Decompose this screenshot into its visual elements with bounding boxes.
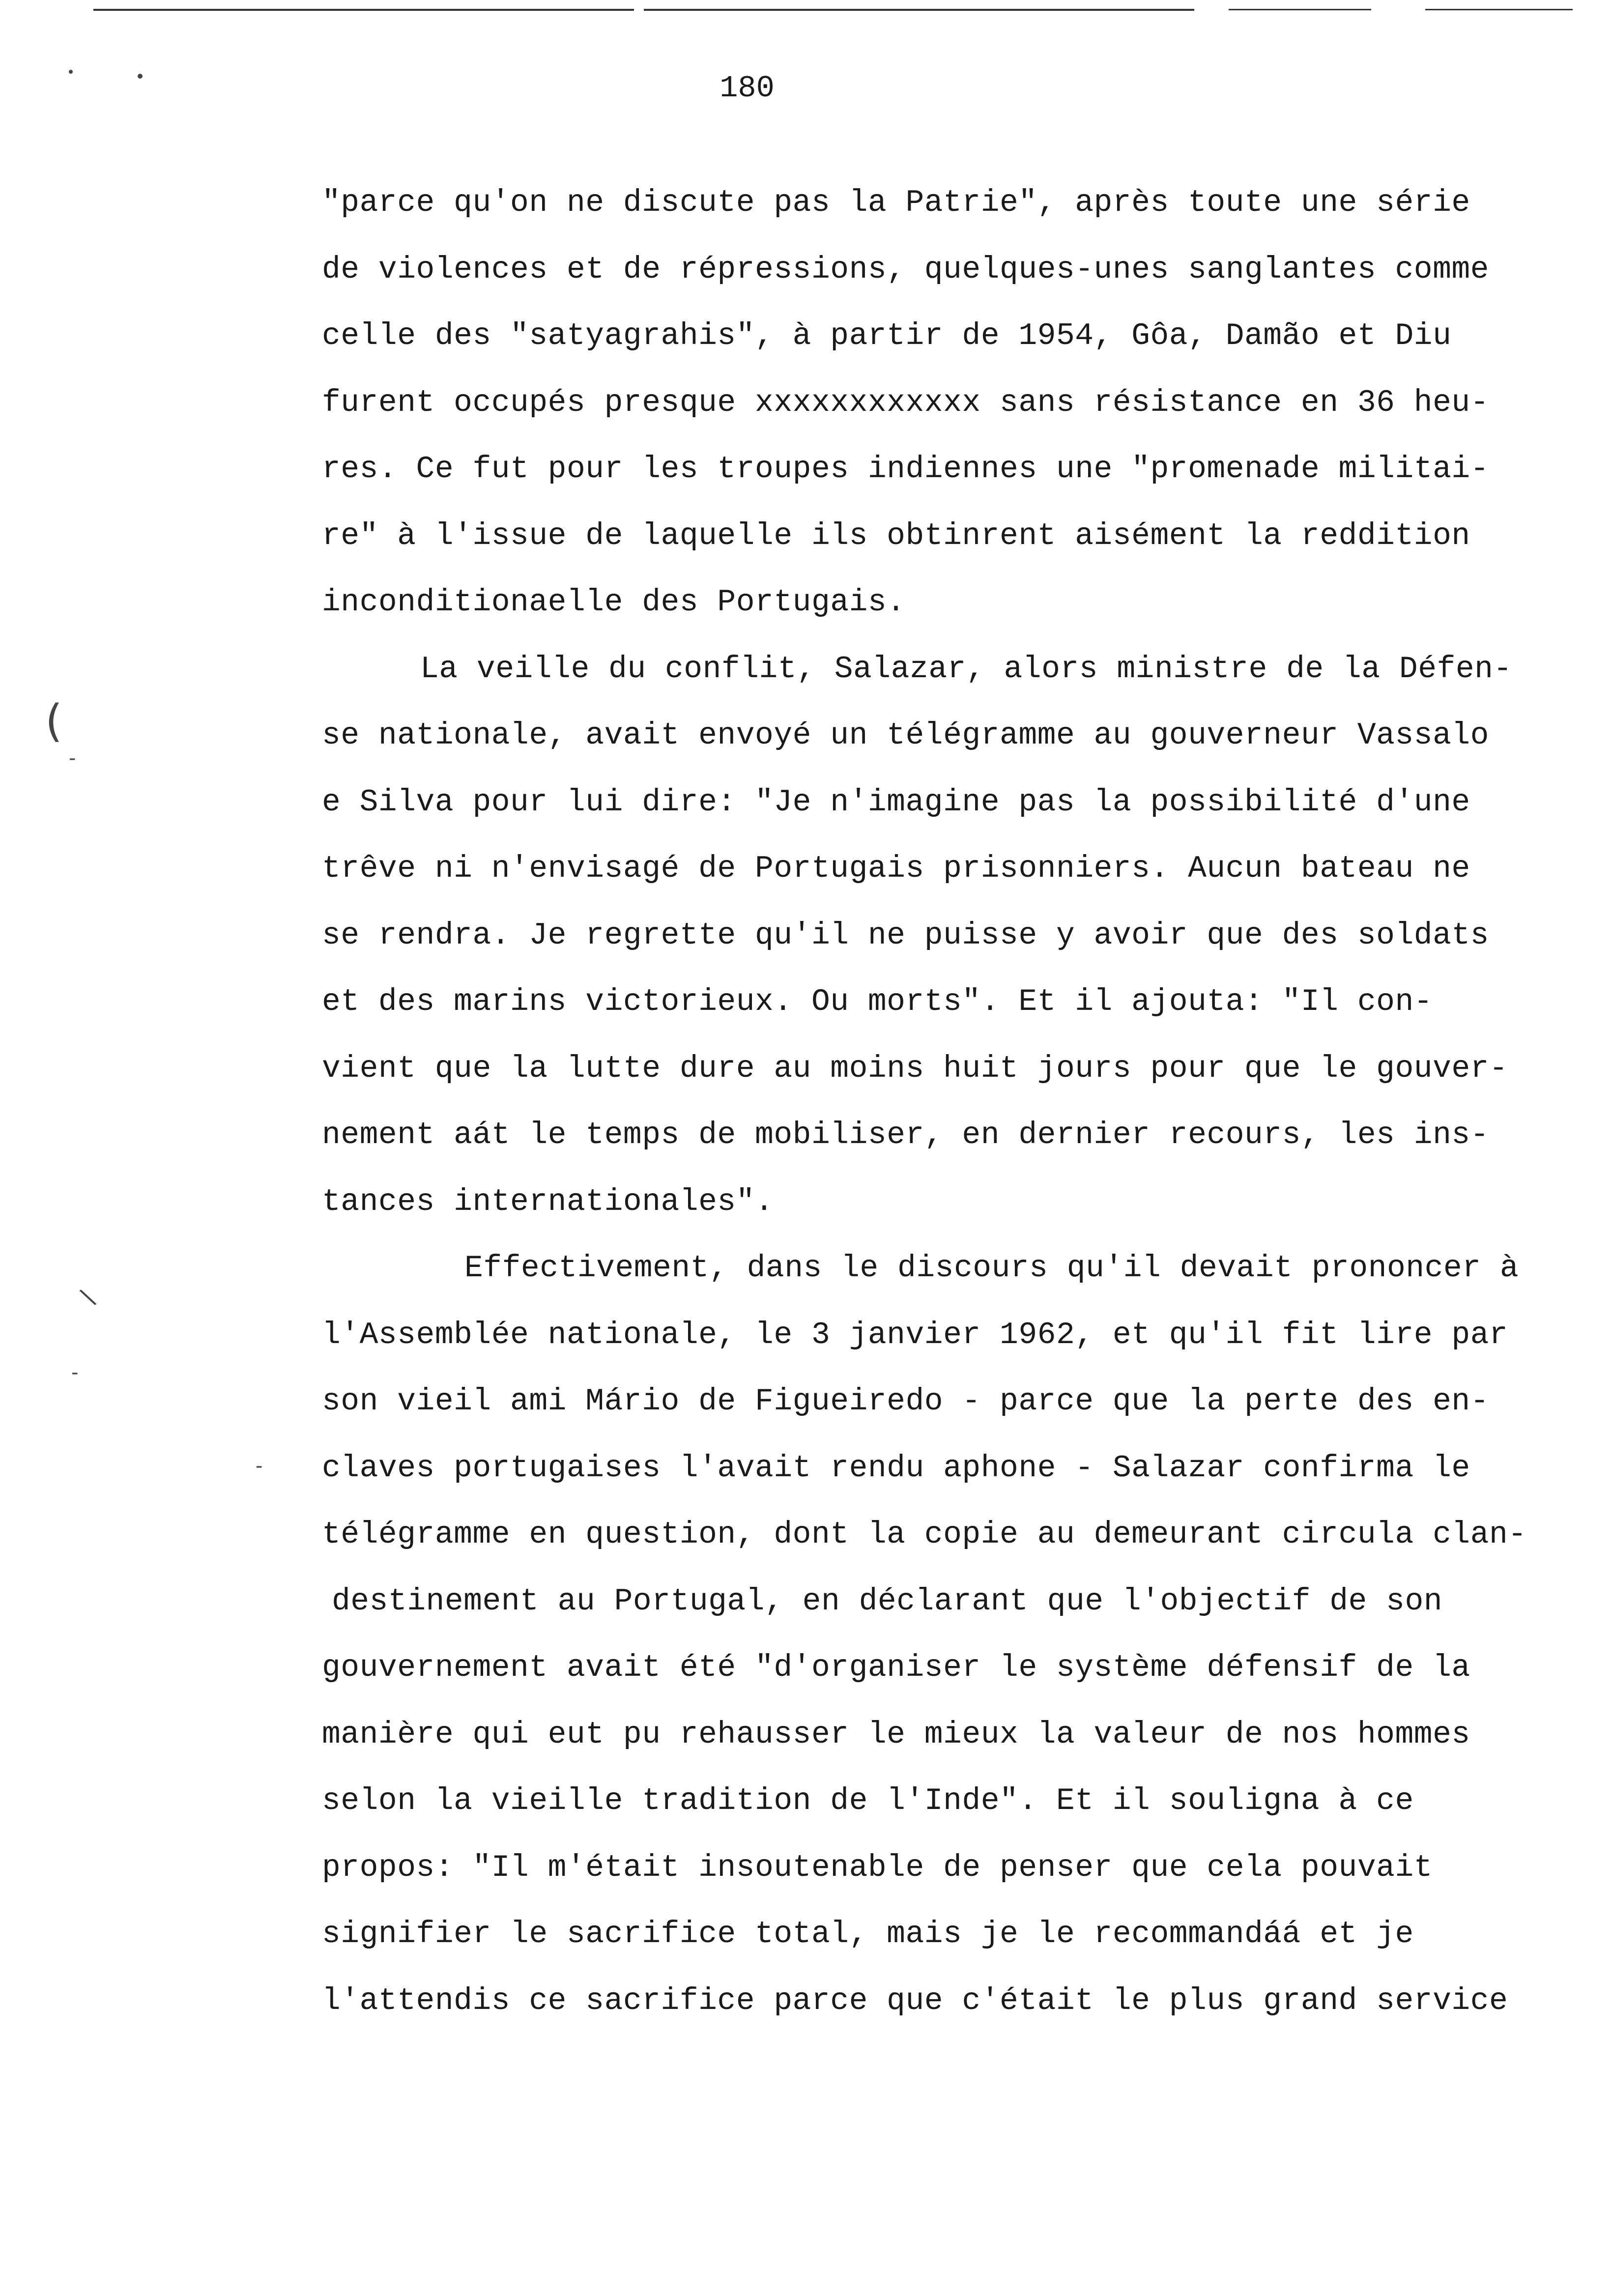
text-line: propos: "Il m'était insoutenable de penser que cela pouvait [322, 1850, 1433, 1885]
text-line: gouvernement avait été "d'organiser le système défensif de la [322, 1650, 1470, 1685]
margin-mark: \ [77, 1282, 99, 1312]
text-line: Effectivement, dans le discours qu'il devait prononcer à [464, 1251, 1519, 1286]
top-rule [93, 9, 634, 11]
text-line: celle des "satyagrahis", à partir de 1954, Gôa, Damão et Diu [322, 318, 1452, 353]
top-rule [1425, 9, 1573, 10]
scan-speck [138, 74, 143, 79]
text-line: e Silva pour lui dire: "Je n'imagine pas la possibilité d'une [322, 784, 1470, 820]
margin-mark: ( [45, 695, 63, 747]
text-line: vient que la lutte dure au moins huit jours pour que le gouver- [322, 1051, 1508, 1086]
text-line: son vieil ami Mário de Figueiredo - parce que la perte des en- [322, 1384, 1489, 1419]
text-line: claves portugaises l'avait rendu aphone - Salazar confirma le [322, 1450, 1470, 1486]
text-line: furent occupés presque xxxxxxxxxxxx sans résistance en 36 heu- [322, 385, 1489, 420]
margin-mark: - [256, 1455, 263, 1477]
margin-mark: - [69, 747, 76, 770]
text-line: se rendra. Je regrette qu'il ne puisse y avoir que des soldats [322, 918, 1489, 953]
body-text [322, 170, 1600, 2034]
text-line: et des marins victorieux. Ou morts". Et il ajouta: "Il con- [322, 984, 1433, 1019]
text-line: de violences et de répressions, quelques-unes sanglantes comme [322, 252, 1489, 287]
text-line: se nationale, avait envoyé un télégramme au gouverneur Vassalo [322, 718, 1489, 753]
text-line: trêve ni n'envisagé de Portugais prisonniers. Aucun bateau ne [322, 851, 1470, 886]
text-line: nement aát le temps de mobiliser, en dernier recours, les ins- [322, 1118, 1489, 1152]
text-line: "parce qu'on ne discute pas la Patrie", après toute une série [322, 185, 1470, 220]
text-line: selon la vieille tradition de l'Inde". Et il souligna à ce [322, 1783, 1414, 1818]
top-rule [644, 9, 1194, 11]
text-line: l'attendis ce sacrifice parce que c'était le plus grand service [322, 1983, 1508, 2018]
text-line: manière qui eut pu rehausser le mieux la valeur de nos hommes [322, 1717, 1470, 1752]
text-line: res. Ce fut pour les troupes indiennes une "promenade militai- [322, 452, 1489, 487]
page-number: 180 [720, 71, 775, 106]
margin-mark: - [71, 1361, 79, 1384]
text-line: inconditionaelle des Portugais. [322, 585, 906, 620]
text-line: destinement au Portugal, en déclarant que l'objectif de son [332, 1583, 1443, 1619]
text-line: télégramme en question, dont la copie au demeurant circula clan- [322, 1517, 1527, 1552]
scan-speck [69, 70, 73, 74]
text-line: re" à l'issue de laquelle ils obtinrent aisément la reddition [322, 518, 1470, 553]
text-line: tances internationales". [322, 1184, 774, 1219]
top-rule [1229, 9, 1371, 10]
text-line: La veille du conflit, Salazar, alors ministre de la Défen- [420, 651, 1512, 687]
text-line: l'Assemblée nationale, le 3 janvier 1962, et qu'il fit lire par [322, 1317, 1508, 1352]
text-line: signifier le sacrifice total, mais je le recommandáá et je [322, 1917, 1414, 1952]
